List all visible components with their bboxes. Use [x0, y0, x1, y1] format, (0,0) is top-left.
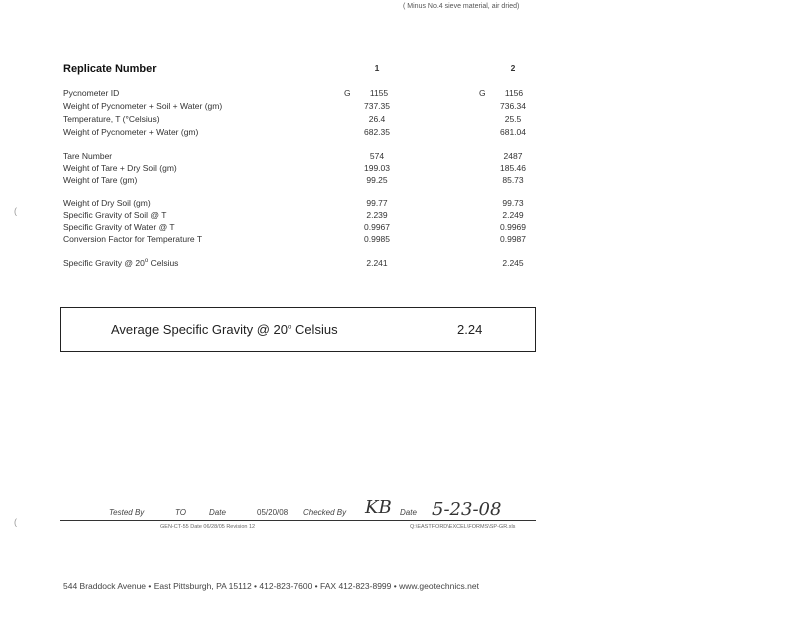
- value-conversion-factor-1: 0.9985: [364, 234, 390, 244]
- pycnometer-id-2: 1156: [504, 88, 524, 98]
- row-label-sg-soil: Specific Gravity of Soil @ T: [63, 210, 167, 220]
- row-label-tare-weight: Weight of Tare (gm): [63, 175, 138, 185]
- row-label-pyc-water: Weight of Pycnometer + Water (gm): [63, 127, 199, 137]
- row-label-dry-soil: Weight of Dry Soil (gm): [63, 198, 151, 208]
- row-label-pyc-soil-water: Weight of Pycnometer + Soil + Water (gm): [63, 101, 223, 111]
- pycnometer-prefix-2: G: [479, 88, 486, 98]
- punch-hole-mark-bottom: (: [14, 517, 17, 527]
- row-label-temperature: Temperature, T (°Celsius): [63, 114, 160, 124]
- pycnometer-id-1: 1155: [369, 88, 389, 98]
- row-label-tare-dry-soil: Weight of Tare + Dry Soil (gm): [63, 163, 177, 173]
- value-tare-dry-soil-2: 185.46: [500, 163, 526, 173]
- value-sg-20c-2: 2.245: [502, 258, 524, 268]
- replicate-header-label: Replicate Number: [63, 63, 157, 75]
- row-label-sg-water: Specific Gravity of Water @ T: [63, 222, 175, 232]
- value-tare-number-1: 574: [369, 151, 385, 161]
- tested-by-label: Tested By: [109, 508, 145, 517]
- sample-note: ( Minus No.4 sieve material, air dried): [403, 3, 520, 10]
- replicate-2-header: 2: [510, 63, 516, 73]
- average-label: Average Specific Gravity @ 20$^o$ Celsius: [111, 322, 338, 337]
- value-dry-soil-2: 99.73: [502, 198, 524, 208]
- value-temperature-1: 26.4: [368, 114, 386, 124]
- value-sg-soil-2: 2.249: [502, 210, 524, 220]
- date-label-tested: Date: [209, 508, 226, 517]
- row-label-tare-number: Tare Number: [63, 151, 113, 161]
- value-sg-soil-1: 2.239: [366, 210, 388, 220]
- average-value: 2.24: [457, 322, 483, 337]
- punch-hole-mark-top: (: [14, 206, 17, 216]
- date-label-checked: Date: [400, 508, 417, 517]
- value-temperature-2: 25.5: [504, 114, 522, 124]
- value-tare-number-2: 2487: [503, 151, 523, 161]
- pycnometer-prefix-1: G: [344, 88, 351, 98]
- replicate-1-header: 1: [374, 63, 380, 73]
- value-tare-weight-2: 85.73: [502, 175, 524, 185]
- value-sg-20c-1: 2.241: [366, 258, 388, 268]
- value-pyc-soil-water-2: 736.34: [500, 101, 526, 111]
- value-sg-water-1: 0.9967: [364, 222, 390, 232]
- value-tare-dry-soil-1: 199.03: [364, 163, 390, 173]
- row-label-sg-20c: Specific Gravity @ 20$^o$ Celsius: [63, 258, 179, 268]
- value-pyc-water-1: 682.35: [364, 127, 390, 137]
- value-dry-soil-1: 99.77: [366, 198, 388, 208]
- row-label-conversion-factor: Conversion Factor for Temperature T: [63, 234, 203, 244]
- signature-line: [60, 520, 536, 521]
- row-label-pycnometer-id: Pycnometer ID: [63, 88, 120, 98]
- form-code-left: GEN-CT-55 Date 06/28/05 Revision 12: [160, 524, 256, 530]
- value-pyc-soil-water-1: 737.35: [364, 101, 390, 111]
- checked-by-signature: KB: [365, 497, 392, 518]
- date-checked-handwritten: 5-23-08: [432, 499, 502, 520]
- tested-by-value: TO: [175, 508, 186, 517]
- value-tare-weight-1: 99.25: [366, 175, 388, 185]
- value-conversion-factor-2: 0.9987: [500, 234, 526, 244]
- checked-by-label: Checked By: [303, 508, 347, 517]
- value-pyc-water-2: 681.04: [500, 127, 526, 137]
- form-code-right: Q:\EASTFORD\EXCEL\FORMS\SP-GR.xls: [410, 524, 516, 530]
- company-footer: 544 Braddock Avenue • East Pittsburgh, PA 15112 • 412-823-7600 • FAX 412-823-8999 • www.geotechnics.net: [63, 581, 479, 591]
- date-tested-value: 05/20/08: [257, 508, 289, 517]
- value-sg-water-2: 0.9969: [500, 222, 526, 232]
